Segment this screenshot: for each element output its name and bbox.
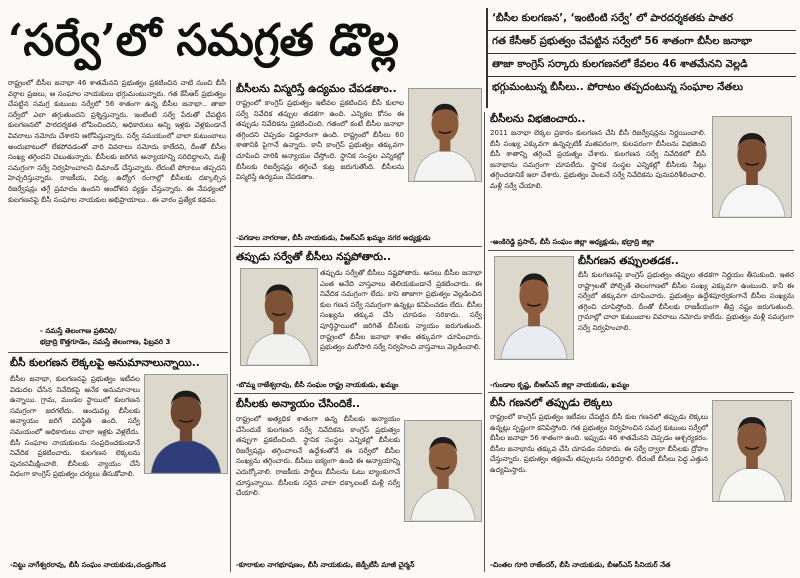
article-5-text: 2011 జనాభా లెక్కల ప్రకారం కులగణన చేసి బీసీ రిజర్వేషన్లను నిర్ణయించాలి. బీసీ సంఖ్య ఎక్కువగా ఉన్నప్పటికీ మతపరంగా, కులపరంగా బీసీలను విభజించి బీసీ శాతాన్ని తగ్గించే ప్రయత్నం చేశారు. కులగణన సర్వే నివేదికలో బీసీ జనాభాను సమగ్రంగా చూపలేదు. స్థానిక సంస్థల ఎన్నికల్లో బీసీలకు సీట్లు తగ్గించడానికే ఇలా చేశారు. ప్రభుత్వం వెంటనే సర్వే నివేదికను పునఃపరిశీలించాలి. మళ్లీ సర్వే చేయాలి. — [490, 129, 706, 190]
portrait-illustration — [495, 257, 573, 359]
article-1-byline: -పగడాల నాగరాజు, బీసీ నాయకుడు, వీఆర్ఎస్ ఖమ్మం నగర అధ్యక్షుడు — [236, 234, 431, 242]
row-rule-mid-1 — [234, 246, 482, 247]
row-rule-mid-2 — [234, 393, 482, 394]
ankireddy-prasad-photo — [712, 116, 792, 218]
article-5-title: బీసీలను విభజించారు.. — [490, 113, 586, 125]
portrait-illustration — [409, 89, 481, 181]
gundala-krishna-photo — [494, 256, 574, 360]
article-4-text: రాష్ట్రంలో అత్యధిక శాతంగా ఉన్న బీసీలకు అన్యాయం చేసేందుకే కులగణన సర్వే నివేదికను కాంగ్రెస్ ప్రభుత్వం తప్పుగా ప్రకటించింది. స్థానిక సంస్థల ఎన్నికల్లో బీసీలకు రిజర్వేషన్లు తగ్గించాలనే ఉద్దేశంతోనే ఈ సర్వేలో బీసీల సంఖ్యను తగ్గించారు. బీసీలు ఐక్యంగా ఉండి ఈ అన్యాయాన్ని ఎదుర్కోవాలి. రాజకీయ పార్టీలు బీసీలను ఓటు బ్యాంకుగానే చూస్తున్నాయి. బీసీలకు సరైన వాటా దక్కాలంటే మళ్లీ సర్వే చేయాలి. — [236, 415, 400, 498]
article-2-byline: -బొమ్మ రాజేశ్వరావు, బీసీ సంఘం రాష్ట్ర నాయకుడు, ఖమ్మం — [236, 381, 399, 389]
pagadala-nagaraju-photo — [408, 88, 482, 182]
article-7-text: రాష్ట్రంలో కాంగ్రెస్ ప్రభుత్వం ఇటీవల చేపట్టిన బీసీ కుల గణనలో తప్పుడు లెక్కలు ఉన్నట్లు స్పష్టంగా కనిపిస్తోంది. గత ప్రభుత్వం నిర్వహించిన సమగ్ర కుటుంబ సర్వేలో బీసీల జనాభా 56 శాతంగా ఉంది. ఇప్పుడు 46 శాతమేనని చెప్పడం ఆశ్చర్యకరం. బీసీల జనాభాను తక్కువ చేసి చూపడం సరికాదు. ఈ సర్వే ద్వారా బీసీలకు ద్రోహం చేస్తున్నారు. ప్రభుత్వం తక్షణమే తప్పులను సరిదిద్దాలి. లేదంటే బీసీలు పెద్ద ఎత్తున ఉద్యమిస్తారు. — [490, 413, 708, 474]
nittu-nageswararao-photo — [144, 374, 228, 474]
article-4-title: బీసీలకు అన్యాయం చేసిందికే.. — [236, 398, 360, 410]
bomma-rajeshwar-photo — [240, 268, 318, 366]
article-6-text: బీసీ కులగణనపై కాంగ్రెస్ ప్రభుత్వం తప్పుల తడకగా నిర్ణయం తీసుకుంది. ఇతర రాష్ట్రాలతో పోల్చితే తెలంగాణలో బీసీల సంఖ్య ఎక్కువగా ఉంటుంది. కానీ ఈ సర్వేలో తక్కువగా చూపించారు. ప్రభుత్వం ఉద్దేశపూర్వకంగానే బీసీల సంఖ్యను తగ్గించి చూపిస్తోంది. దీంతో బీసీలకు రాజకీయంగా తీవ్ర నష్టం జరుగుతుంది. గ్రామాల్లో చాలా కుటుంబాల వివరాలు నమోదు కాలేదు. ప్రభుత్వం మళ్లీ సమగ్రంగా సర్వే నిర్వహించాలి. — [578, 271, 794, 332]
highlight-line-4: భగ్గుమంటున్న బీసీలు.. పోరాటం తప్పదంటున్న సంఘాల నేతలు — [488, 76, 796, 99]
highlight-line-1: ‘బీసీల కులగణన’, ‘ఇంటింటి సర్వే’ లో పారదర్శకతకు పాతర — [492, 13, 733, 24]
article-1-text: రాష్ట్రంలో కాంగ్రెస్ ప్రభుత్వం ఇటీవల ప్రకటించిన బీసీ కులాల సర్వే నివేదిక తప్పుల తడకగా ఉంది. ఎన్నికల కోసం ఈ తప్పుడు నివేదికను ప్రకటించింది. గతంలో కంటే బీసీల జనాభా తగ్గిందని చెప్పడం విడ్డూరంగా ఉంది. రాష్ట్రంలో బీసీలు 60 శాతానికి పైగానే ఉన్నారు. కానీ కాంగ్రెస్ ప్రభుత్వం తక్కువగా చూపించి వారికి అన్యాయం చేస్తోంది. స్థానిక సంస్థల ఎన్నికల్లో బీసీలకు రిజర్వేషన్లు తగ్గించే కుట్ర జరుగుతోంది. బీసీలను విస్మరిస్తే ఉద్యమం చేపడతాం. — [236, 99, 404, 182]
article-3-text-a: బీసీల జనాభా, కులగణనపై ప్రభుత్వం ఇటీవల విడుదల చేసిన నివేదికపై అనేక అనుమానాలు ఉన్నాయి. గ్రామ, మండల స్థాయిలో కులగణన సమగ్రంగా జరగలేదు. అందువల్ల బీసీలకు అన్యాయం జరిగే పరిస్థితి ఉంది. సర్వే సమయంలో అధికారులు చాలా ఇళ్లకు వెళ్లలేదు. బీసీ సంఘాల నాయకులను సంప్రదించకుండానే నివేదిక ప్రకటించారు. కులగణన లెక్కలను పునఃసమీక్షించాలి. బీసీలకు న్యాయం చేసే విధంగా కాంగ్రెస్ ప్రభుత్వం చర్యలు తీసుకోవాలి. — [10, 375, 140, 479]
main-headline: ‘సర్వే’లో సమగ్రత డొల్ల — [8, 15, 399, 66]
portrait-illustration — [713, 401, 791, 501]
article-4-byline: -కూరాకుల నాగభూషణం, బీసీ నాయకుడు, జెడ్పీటీసీ మాజీ చైర్మన్ — [236, 561, 415, 569]
article-7-byline: -చింతల గూరి రాజేందర్, బీసీ నాయకుడు, బీఆర్ఎస్ సీనియర్ నేత — [490, 561, 671, 569]
row-rule-left — [8, 352, 228, 353]
article-7-title: బీసీ గణనలో తప్పుడు లెక్కలు — [490, 397, 613, 409]
intro-byline-2: భద్రాద్రి కొత్తగూడెం, నమస్తే తెలంగాణ, ఫిబ్రవరి 3 — [40, 338, 171, 346]
intro-byline-1: - నమస్తే తెలంగాణ ప్రతినిధి/ — [40, 327, 117, 335]
article-2-title: తప్పుడు సర్వేతో బీసీలు నష్టపోతారు.. — [236, 251, 391, 263]
article-2-text: తప్పుడు సర్వేతో బీసీలు నష్టపోతారు. అసలు బీసీల జనాభా ఎంత అనేది వాస్తవాలు తెలియకుండానే ప్రకటించారు. ఈ నివేదిక సమగ్రంగా లేదు. కాని తాజాగా ప్రభుత్వం వెల్లడించిన కుల గణన సర్వే సమగ్రంగా ఉన్నట్లు కనిపించడం లేదు. బీసీల సంఖ్యను తక్కువ చేసి చూపడం సరికాదు. సర్వే పూర్తిస్థాయిలో జరిగితే బీసీలకు న్యాయం జరుగుతుంది. రాష్ట్రంలో బీసీల జనాభా శాతం తక్కువగా చూపించారు. ప్రభుత్వం మరోసారి సర్వే నిర్వహించి వాస్తవాలు వెల్లడించాలి. — [320, 269, 482, 352]
article-5-byline: -అంకిరెడ్డి ప్రసాద్, బీసీ సంఘం జిల్లా అధ్యక్షుడు, భద్రాద్రి జిల్లా — [490, 238, 655, 246]
kurakula-nagabhushanam-photo — [404, 420, 482, 522]
article-3-byline: -నిట్టు నాగేశ్వరరావు, బీసీ సంఘం నాయకుడు,చండ్రుగొండ — [10, 561, 166, 569]
column-rule-1 — [230, 80, 231, 572]
column-rule-2 — [484, 112, 485, 572]
highlight-line-3: తాజా కాంగ్రెస్ సర్కారు కులగణనలో కేవలం 46 శాతమేనని వెల్లడి — [488, 53, 796, 76]
intro-paragraph: రాష్ట్రంలో బీసీల జనాభా 46 శాతమేనని ప్రభుత్వం ప్రకటించిన నాటి నుంచి బీసీ వర్గాల ప్రజలు, ఆ సంఘాల నాయకులు భగ్గుమంటున్నారు. గత కేసీఆర్ ప్రభుత్వం చేపట్టిన సమగ్ర కుటుంబ సర్వేలో 56 శాతంగా ఉన్న బీసీల జనాభా.. తాజా సర్వేలో ఎలా తగ్గుతుందని ప్రశ్నిస్తున్నారు. ఇంటింటి సర్వే పేరుతో చేపట్టిన కులగణనలో పారదర్శకత లోపించిందని, అధికారులు అన్ని ఇళ్లకు వెళ్లకుండానే వివరాలు నమోదు చేశారని ఆరోపిస్తున్నారు. సర్వే సమయంలో చాలా కుటుంబాలు అందుబాటులో లేకపోవడంతో వారి వివరాలు నమోదు కాలేదని, దీంతో బీసీల సంఖ్య తగ్గిందని చెబుతున్నారు. బీసీలకు జరిగిన అన్యాయాన్ని సరిదిద్దాలని, మళ్లీ సమగ్రంగా సర్వే నిర్వహించాలని డిమాండ్ చేస్తున్నారు. లేదంటే పోరాటం తప్పదని హెచ్చరిస్తున్నారు. రాజకీయ, విద్య, ఉద్యోగ రంగాల్లో బీసీలకు దక్కాల్సిన రిజర్వేషన్లు తగ్గే ప్రమాదం ఉందని ఆందోళన వ్యక్తం చేస్తున్నారు. ఈ నేపథ్యంలో కులగణనపై బీసీ సంఘాల నాయకుల అభిప్రాయాలు.. ఈ వారం ప్రత్యేక కథనం. — [8, 79, 226, 204]
article-3-title: బీసీ కులగణన లెక్కలపై అనుమానాలున్నాయి.. — [10, 357, 200, 369]
chintala-rajender-photo — [712, 400, 792, 502]
article-6-title: బీసీగణన తప్పులతడక.. — [578, 255, 679, 267]
article-6-byline: -గుండాల కృష్ణ, బీఆర్ఎస్ జిల్లా నాయకుడు, ఖమ్మం — [490, 381, 630, 389]
portrait-illustration — [405, 421, 481, 521]
row-rule-right-1 — [488, 250, 794, 251]
highlights-box — [486, 8, 796, 108]
portrait-illustration — [241, 269, 317, 365]
article-1-title: బీసీలను విస్మరిస్తే ఉద్యమం చేపడతాం.. — [236, 83, 397, 95]
highlight-line-2: గత కేసీఆర్ ప్రభుత్వం చేపట్టిన సర్వేలో 56 శాతంగా బీసీల జనాభా — [488, 30, 796, 53]
row-rule-right-2 — [488, 392, 794, 393]
portrait-illustration — [713, 117, 791, 217]
portrait-illustration — [145, 375, 227, 473]
